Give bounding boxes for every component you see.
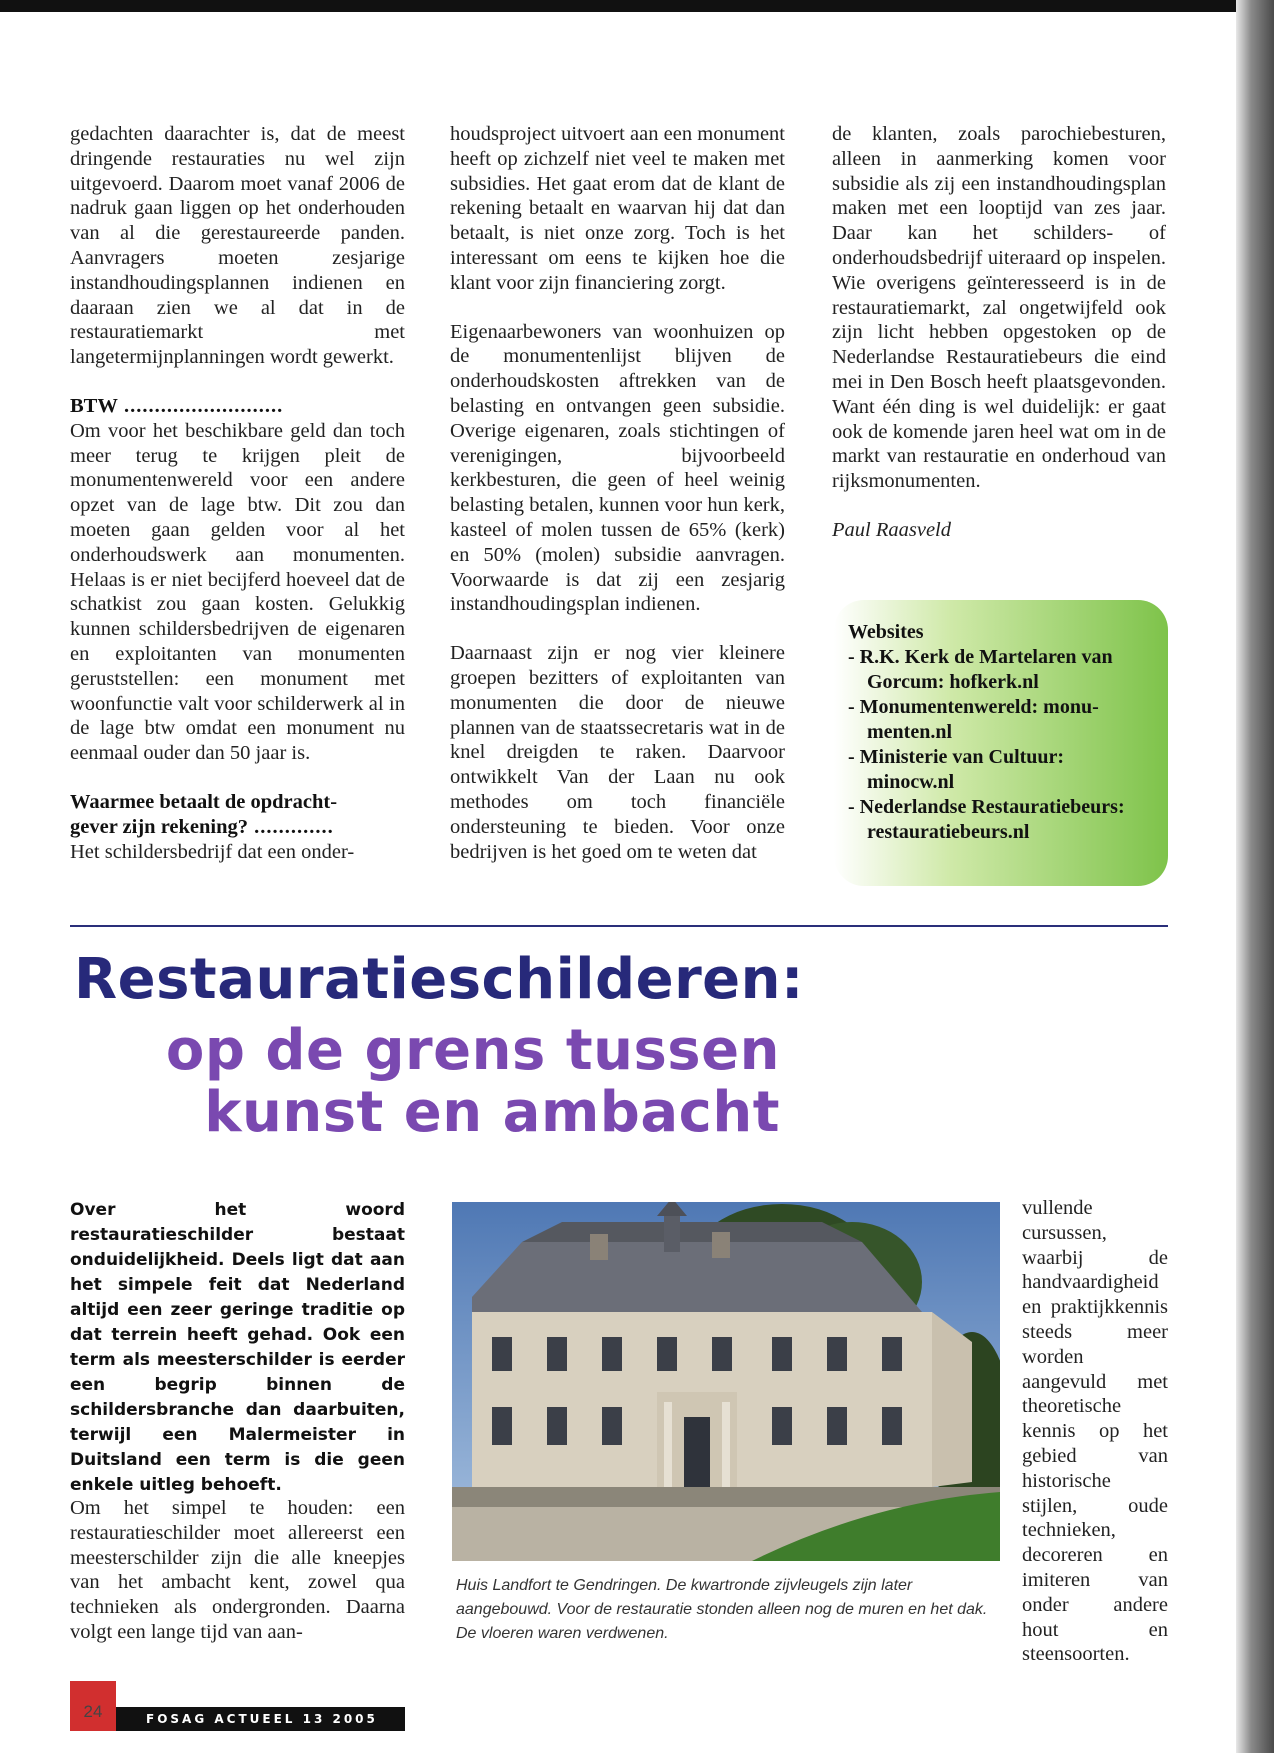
col2-paragraph-3: Daarnaast zijn er nog vier kleinere groepen bezitters of exploitanten van monumenten die door de nieuwe plannen van de staatssecretaris wat in de knel dreigden te raken. Daarvoor ontwikkelt Van der Laan nu ook methodes om toch financiële ondersteuning te bieden. Voor onze bedrijven is het goed om te weten dat xyxy=(450,642,785,863)
website-item-monumentenwereld: - Monumentenwereld: monu- xyxy=(848,696,1099,718)
btw-subheading: BTW .......................... xyxy=(70,394,284,417)
website-item-ministerie: - Ministerie van Cultuur: xyxy=(848,746,1065,768)
page-top-edge xyxy=(0,0,1274,12)
author-byline: Paul Raasveld xyxy=(832,518,951,541)
headline-line-1: Restauratieschilderen: xyxy=(74,947,804,1012)
website-link-minocw[interactable]: minocw.nl xyxy=(867,771,955,793)
website-link-hofkerk[interactable]: Gorcum: hofkerk.nl xyxy=(867,671,1039,693)
column-2 xyxy=(450,122,785,888)
col1-paragraph-1: gedachten daarachter is, dat de meest dringende restauraties nu wel zijn uitgevoerd. Daarom moet vanaf 2006 de nadruk gaan liggen op het onderhouden van al die gerestaureerde panden. Aanvragers moeten zesjarige instandhoudingsplannen indienen en daaraan zien we al dat in de restauratiemarkt met langetermijnplanningen wordt gewerkt. xyxy=(70,123,405,369)
website-item-restauratiebeurs: - Nederlandse Restauratiebeurs: xyxy=(848,796,1125,818)
section-divider xyxy=(70,925,1168,927)
websites-title: Websites xyxy=(848,621,924,643)
article-body-paragraph: Om het simpel te houden: een restauratieschilder moet allereerst een meesterschilder zijn die alle kneepjes van het ambacht kent, zowel qua technieken als ondergronden. Daarna volgt een lange tijd van aan- xyxy=(70,1497,405,1643)
website-item-hofkerk: - R.K. Kerk de Martelaren van xyxy=(848,646,1113,668)
photo-huis-landfort xyxy=(452,1202,1000,1561)
column-1 xyxy=(70,122,405,888)
page-number: 24 xyxy=(70,1681,116,1731)
column-3 xyxy=(832,122,1166,567)
article-right-column xyxy=(1022,1196,1168,1691)
building-illustration xyxy=(452,1202,1000,1561)
photo-caption: Huis Landfort te Gendringen. De kwartronde zijvleugels zijn later aangebouwd. Voor de restauratie stonden alleen nog de muren en het dak. De vloeren waren verdwenen. xyxy=(456,1577,988,1642)
article-body xyxy=(70,1496,405,1669)
magazine-footer: FOSAG ACTUEEL 13 2005 xyxy=(116,1707,405,1731)
websites-box xyxy=(834,600,1168,886)
payment-subheading: Waarmee betaalt de opdracht- gever zijn rekening? ............. xyxy=(70,790,338,838)
headline-line-3: kunst en ambacht xyxy=(204,1080,780,1145)
col1-paragraph-2: Om voor het beschikbare geld dan toch meer terug te krijgen pleit de monumentenwereld voor een andere opzet van de lage btw. Dit zou dan moeten gaan gelden voor al het onderhoudswerk aan monumenten. Helaas is er niet becijferd hoeveel dat de schatkist zou gaan kosten. Gelukkig kunnen schildersbedrijven de eigenaren en exploitanten van monumenten geruststellen: een monument met woonfunctie valt voor schilderwerk al in de lage btw omdat een monument nu eenmaal ouder dan 50 jaar is. xyxy=(70,419,405,765)
page-binding-shadow xyxy=(1236,0,1274,1753)
col2-paragraph-1: houdsproject uitvoert aan een monument heeft op zichzelf niet veel te maken met subsidies. Het gaat erom dat de klant de rekening betaalt en waarvan hij dat dan betaalt, is niet onze zorg. Toch is het interessant om eens te kijken hoe die klant voor zijn financiering zorgt. xyxy=(450,123,785,294)
col1-paragraph-3: Het schildersbedrijf dat een onder- xyxy=(70,840,355,863)
website-link-restauratiebeurs[interactable]: restauratiebeurs.nl xyxy=(867,821,1030,843)
col3-paragraph-1: de klanten, zoals parochiebesturen, alleen in aanmerking komen voor subsidie als zij een instandhoudingsplan maken met een looptijd van zes jaar. Daar kan het schilders- of onderhoudsbedrijf uiteraard op inspelen. Wie overigens geïnteresseerd is in de restauratiemarkt, zal ongetwijfeld ook zijn licht hebben opgestoken op de Nederlandse Restauratiebeurs die eind mei in Den Bosch heeft plaatsgevonden. Want één ding is wel duidelijk: er gaat ook de komende jaren heel wat om in de markt van restauratie en onderhoud van rijksmonumenten. xyxy=(832,123,1166,493)
headline-line-2: op de grens tussen xyxy=(165,1018,780,1083)
col2-paragraph-2: Eigenaarbewoners van woonhuizen op de monumentenlijst blijven de onderhoudskosten aftrekken van de belasting en ontvangen geen subsidie. Overige eigenaren, zoals stichtingen of verenigingen, bijvoorbeeld kerkbesturen, die geen of heel weinig belasting betalen, kunnen voor hun kerk, kasteel of molen tussen de 65% (kerk) en 50% (molen) subsidie aanvragen. Voorwaarde is dat zij een zesjarig instandhoudingsplan indienen. xyxy=(450,320,785,616)
article-right-paragraph: vullende cursussen, waarbij de handvaardigheid en praktijkkennis steeds meer worden aangevuld met theoretische kennis op het gebied van historische stijlen, oude technieken, decoreren en imiteren van onder andere hout en steensoorten. xyxy=(1022,1197,1168,1666)
website-link-monumenten[interactable]: menten.nl xyxy=(867,721,952,743)
article-lead: Over het woord restauratieschilder bestaat onduidelijkheid. Deels ligt dat aan het simpele feit dat Nederland altijd een zeer geringe traditie op dat terrein heeft gehad. Ook een term als meesterschilder is eerder een begrip binnen de schildersbranche dan daarbuiten, terwijl een Malermeister in Duitsland een term is die geen enkele uitleg behoeft. xyxy=(70,1200,405,1495)
